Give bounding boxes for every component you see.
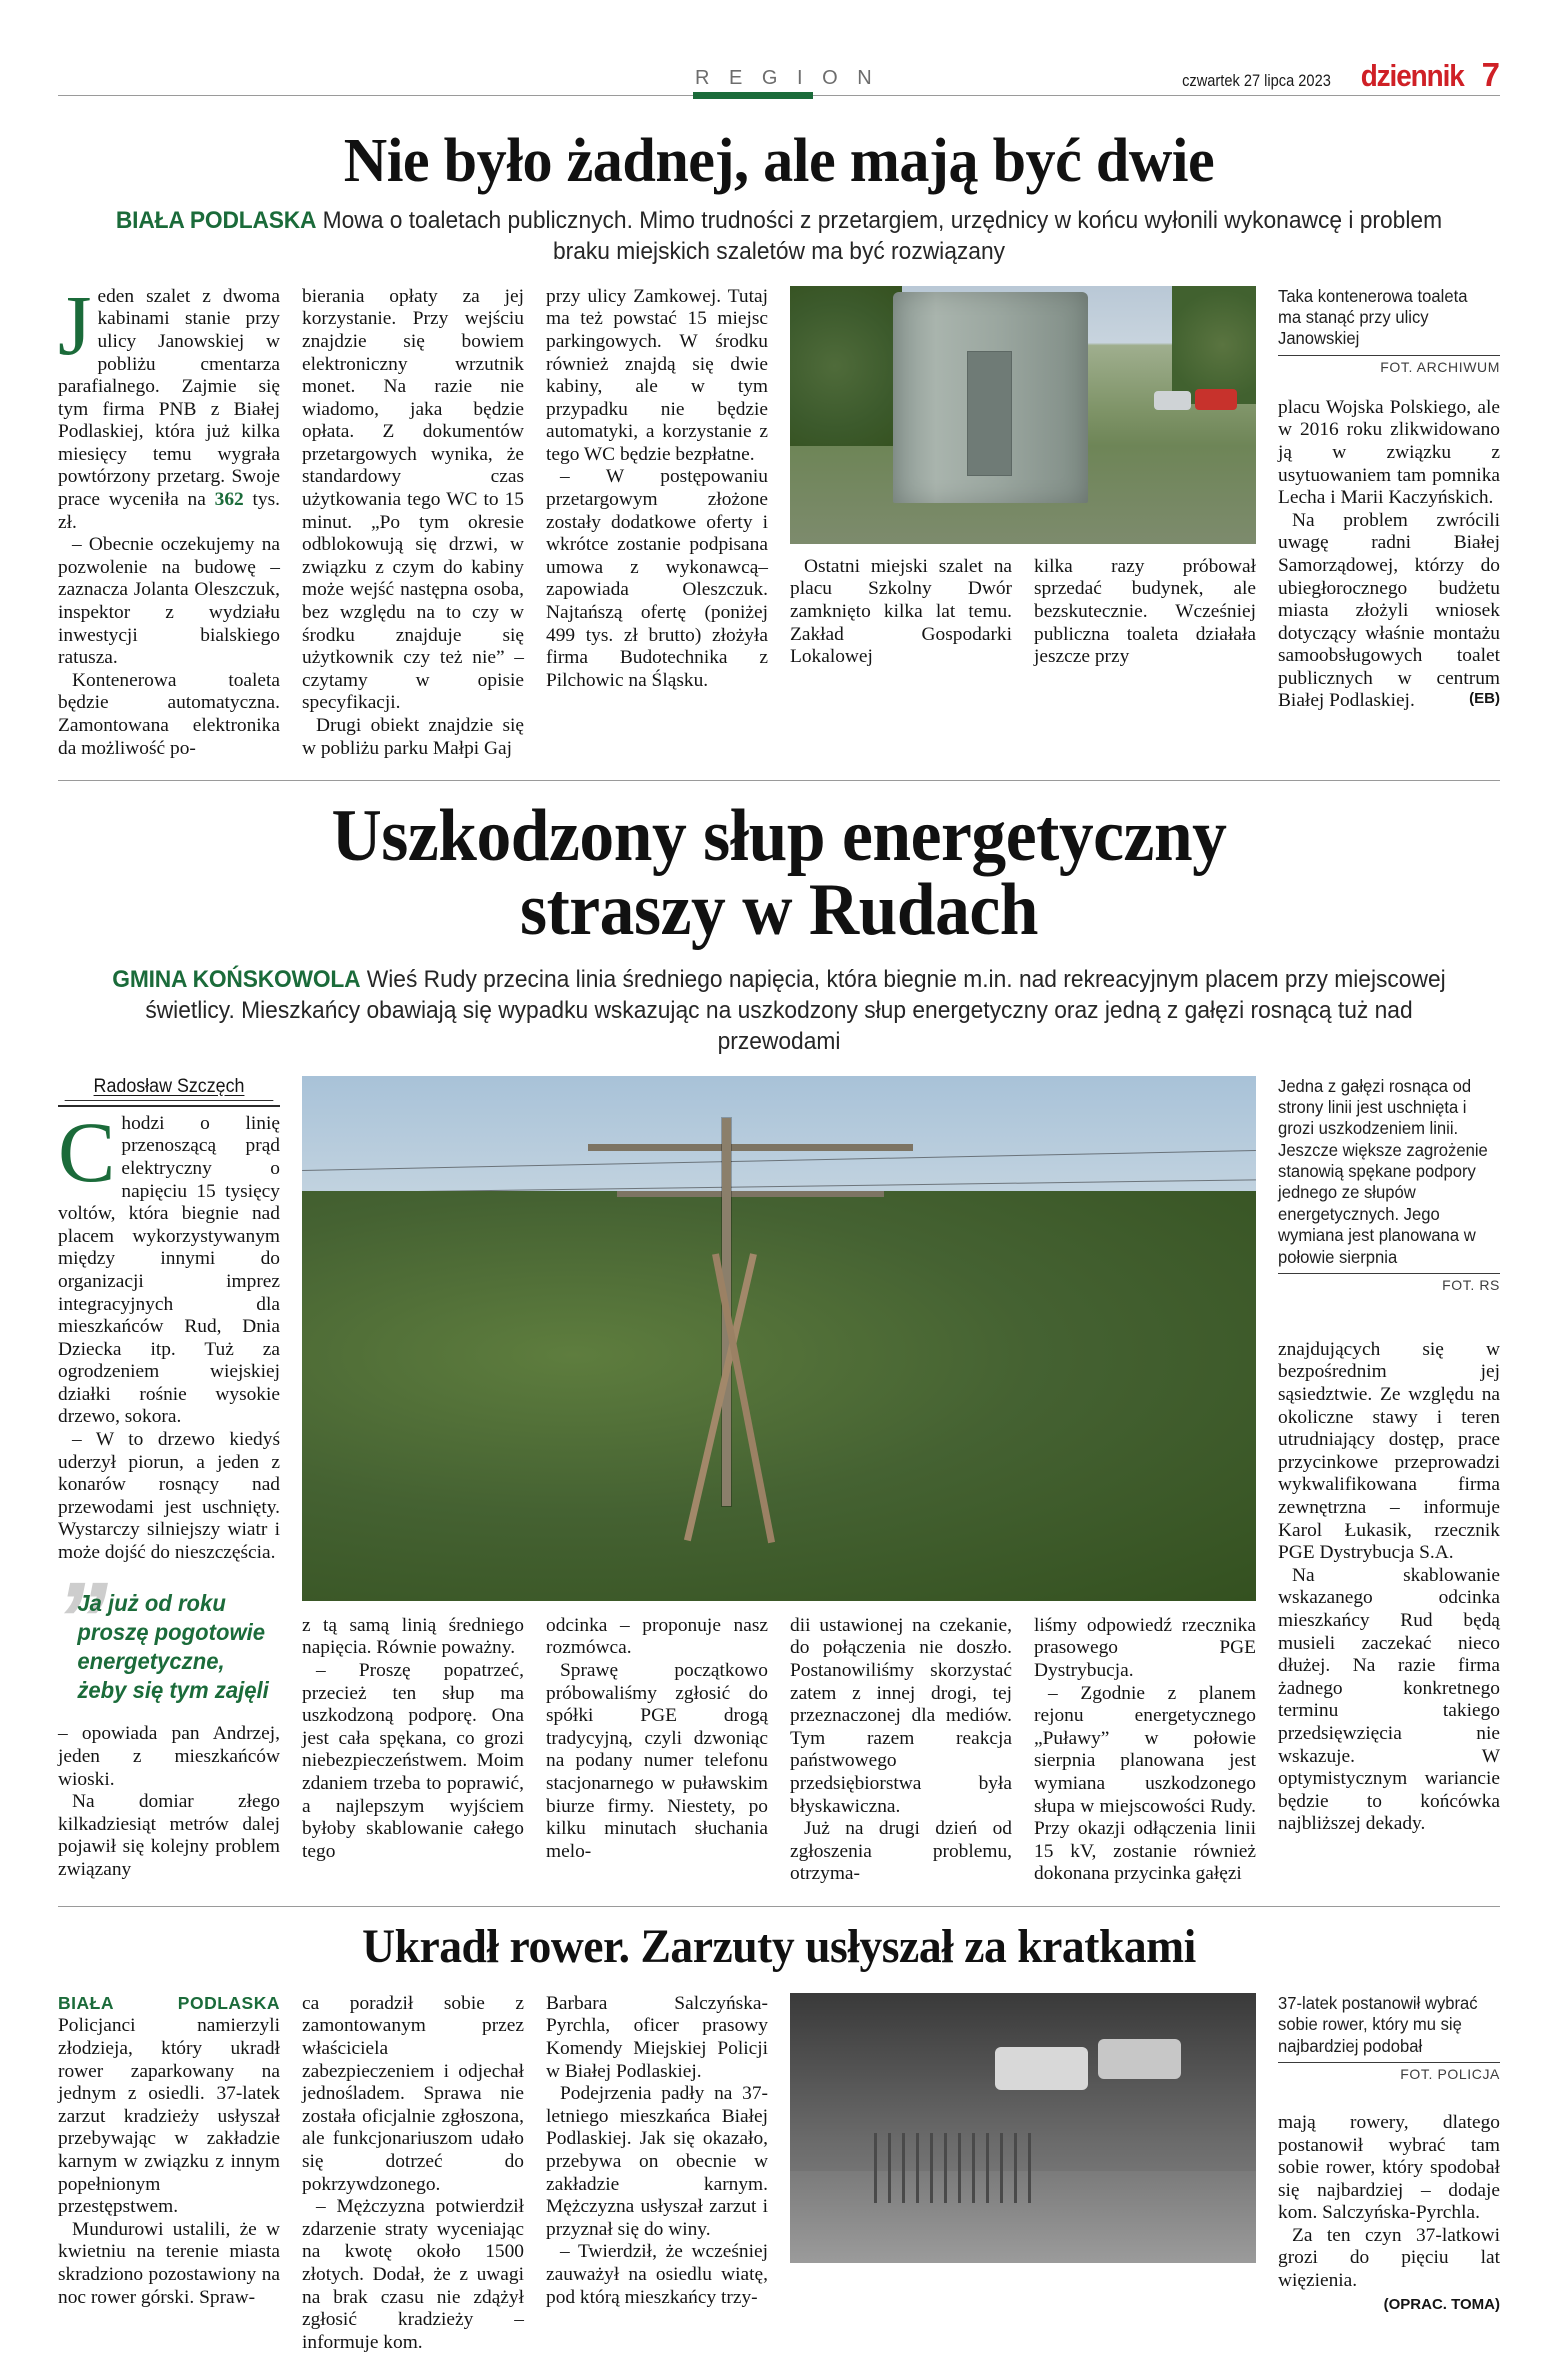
article1-photocap-right [1034, 556, 1256, 669]
photo-bike-rack [874, 2133, 1032, 2203]
article3-col1-p1 [58, 1993, 280, 2219]
article2-grid [54, 1075, 1500, 1886]
article1-col1-p1 [58, 276, 280, 535]
photo-parked-car-1 [995, 2047, 1088, 2090]
issue-date: czwartek 27 lipca 2023 [1182, 71, 1332, 90]
article2-col6-p2: Na skablowanie wskazanego odcinka mieszkańcy Rud będą musieli zaczekać nieco dłużej. Na razie firma żadnego konkretnego terminu takiego przedsięwzięcia nie wskazuje. W optymistycznym wariancie będzie to końcówka najbliższej dekady. [1278, 1564, 1500, 1835]
article2-lead [108, 965, 1449, 1058]
article1-lead [108, 206, 1449, 268]
article2-under-photo-columns [302, 1615, 1256, 1886]
article1-col3-p1: przy ulicy Zamkowej. Tutaj ma też powstać 15 miejsc parkingowych. W środku również znajdą się dwie kabiny, ale w tym przypadku nie będzie automatyki, a korzystanie z tego WC będzie bezpłatne. [546, 285, 768, 465]
article2-col2-p1: z tą samą linią średniego napięcia. Równie poważny. [302, 1614, 524, 1659]
article2-photo-block [302, 1076, 1256, 1886]
article1-col2-p1: bierania opłaty za jej korzystanie. Przy wejściu znajdzie się bowiem elektroniczny wrzutnik monet. Na razie nie wiadomo, jaka będzie opłata. Z dokumentów przetargowych wynika, że standardowy czas użytkowania tego WC to 15 minut. „Po tym okresie odblokowują się drzwi, w związku z czym do kabiny może wejść następna osoba, bez względu na to czy w środku znajduje się użytkownik czy też nie” – czytamy w opisie specyfikacji. [302, 285, 524, 714]
article1-col6-body [1278, 397, 1500, 713]
article2-col5-body [1034, 1615, 1256, 1886]
article2-col6-p1: znajdujących się w bezpośrednim jej sąsiedztwie. Ze względu na okoliczne stawy i teren utrudniający dostęp, prace przycinkowe przeprowadzi wykwalifikowana firma zewnętrzna – informuje Karol Łukasik, rzecznik PGE Dystrybucja S.A. [1278, 1338, 1500, 1564]
article1-col6-p1: placu Wojska Polskiego, ale w 2016 roku zlikwidowano ją w związku z usytuowaniem tam pomnika Lecha i Marii Kaczyńskich. [1278, 396, 1500, 509]
article3-column-2 [302, 1993, 524, 2354]
article1-lead-kicker: BIAŁA PODLASKA [115, 207, 317, 234]
article3-photo-cctv [790, 1993, 1256, 2263]
article2-col3-body [546, 1615, 768, 1886]
article3-col1-p2: Mundurowi ustalili, że w kwietniu na terenie miasta skradziono pozostawiony na noc rower górski. Spraw- [58, 2218, 280, 2308]
photo-crossarm-lower [617, 1191, 884, 1197]
article1-col1-p1-tail: tys. zł. [58, 489, 280, 533]
article2-col1-p1 [58, 1103, 280, 1429]
article2-col1-p3: – opowiada pan Andrzej, jeden z mieszkańców wioski. [58, 1723, 280, 1790]
article3-col2-p2: – Mężczyzna potwierdził zdarzenie straty wyceniając na kwotę około 1500 złotych. Dodał, że z uwagi na brak czasu nie zdążył zgłosić kradzieży – informuje kom. [302, 2196, 524, 2353]
article1-col2-body [302, 286, 524, 760]
article1-grid [58, 276, 1500, 760]
article2-bottom-divider [58, 1906, 1500, 1907]
photo-tree-canopy [302, 1191, 1256, 1601]
article3-column-3 [546, 1993, 768, 2354]
article2-lead-kicker: GMINA KOŃSKOWOLA [112, 966, 361, 994]
article1-col6-p2 [1278, 510, 1500, 713]
article3-col3-body [546, 1993, 768, 2309]
article1-col1-p3: Kontenerowa toaleta będzie automatyczna. Zamontowana elektronika da możliwość po- [58, 669, 280, 759]
article2-col3-p1: odcinka – proponuje nasz rozmówca. [546, 1614, 768, 1659]
article1-col1-p2: – Obecnie oczekujemy na pozwolenie na budowę – zaznacza Jolanta Oleszczuk, inspektor z wydziału inwestycji bialskiego ratusza. [58, 534, 280, 669]
article2-byline: Radosław Szczęch [65, 1076, 274, 1101]
page-number: 7 [1481, 56, 1500, 93]
article2-col1-p4: Na domiar złego kilkadziesiąt metrów dalej pojawił się kolejny problem związany [58, 1791, 280, 1881]
article3-col2-p1: ca poradził sobie z zamontowanym przez właściciela zabezpieczeniem i odjechał jednośladem. Sprawa nie została oficjalnie zgłoszona, ale funkcjonariuszom udało się dotrzeć do pokrzywdzonego. [302, 1992, 524, 2195]
article3-headline: Ukradł rower. Zarzuty usłyszał za kratkami [362, 1919, 1196, 1973]
article3-col3-p2: Podejrzenia padły na 37-letniego mieszkańca Białej Podlaskiej. Jak się okazało, przebywa on obecnie w zakładzie karnym. Mężczyzna usłyszał zarzut i przyznał się do winy. [546, 2083, 768, 2240]
article3-signature: (OPRAC. TOMA) [1383, 2295, 1500, 2313]
article2-lead-text: Wieś Rudy przecina linia średniego napięcia, która biegnie m.in. nad rekreacyjnym placem przy miejscowej świetlicy. Mieszkańcy obawiają się wypadku wskazując na uszkodzony słup energetyczny oraz jedną z gałęzi rosnącą tuż nad przewodami [145, 966, 1446, 1055]
article3-col2-body [302, 1993, 524, 2354]
article2-side-credit: FOT. RS [1442, 1276, 1500, 1293]
article2-pullquote [54, 1558, 280, 1716]
article1-col1-p1-text: eden szalet z dwoma kabinami stanie przy ulicy Janowskiej w pobliżu cmentarza parafialnego. Zajmie się tym firma PNB z Białej Podlaskiej, która już kilka miesięcy temu wygrała powtórzony przetarg. Swoje prace wyceniła na [58, 285, 280, 511]
article2-side-credit-rule [1278, 1273, 1500, 1293]
article1-side-credit: FOT. ARCHIWUM [1380, 358, 1500, 375]
article3-photo-block [790, 1993, 1256, 2354]
article2-col2-p2: – Proszę popatrzeć, przecież ten słup ma uszkodzoną podporę. Ona jest cała spękana, co grozi niebezpieczeństwem. Moim zdaniem trzeba to poprawić, a najlepszym wyjściem byłoby skablowanie całego tego [302, 1659, 524, 1862]
article3-col1-kicker: BIAŁA PODLASKA [58, 1992, 280, 2013]
photo-car-white [1154, 391, 1191, 409]
photo-parked-car-2 [1098, 2039, 1182, 2080]
article3-col6-p1: mają rowery, dlatego postanowił wybrać tam sobie rower, który spodobał się najbardziej – dodaje kom. Salczyńska-Pyrchla. [1278, 2111, 1500, 2224]
article1-side-caption: Taka kontenerowa toaleta ma stanąć przy ulicy Janowskiej [1278, 285, 1468, 349]
article2-column-6 [1278, 1076, 1500, 1886]
article2-headline-line1: Uszkodzony słup energetyczny [331, 795, 1227, 878]
article2-pullquote-text: Ja już od roku proszę pogotowie energetyczne, żeby się tym zajęli [77, 1589, 269, 1704]
article2-col4-p2: Już na drugi dzień od zgłoszenia problemu, otrzyma- [790, 1818, 1012, 1885]
photo-foliage-left [790, 286, 902, 446]
article3-col6-p2: Za ten czyn 37-latkowi grozi do pięciu lat więzienia. [1278, 2224, 1500, 2292]
article1-photo-caption-columns [790, 556, 1256, 669]
article3-col1-p1-text: Policjanci namierzyli złodzieja, który ukradł rower zaparkowany na jednym z osiedli. 37-latek zarzut kradzieży usłyszał przebywając w zakładzie karnym w związku z innym popełnionym przestępstwem. [58, 2015, 280, 2218]
article3-column-1 [58, 1993, 280, 2354]
article1-headline: Nie było żadnej, ale mają być dwie [343, 127, 1215, 195]
article1-col1-body [58, 276, 280, 760]
dropcap-letter: C [58, 1103, 116, 1200]
article1-lead-text: Mowa o toaletach publicznych. Mimo trudności z przetargiem, urzędnicy w końcu wyłonili wykonawcę i problem braku miejskich szaletów ma być rozwiązany [316, 207, 1443, 265]
article3-side-caption: 37-latek postanowił wybrać sobie rower, który mu się najbardziej podobał [1278, 1992, 1478, 2056]
article2-col1-body [58, 1103, 280, 1565]
article1-col3-p2: – W postępowaniu przetargowym złożone zostały dodatkowe oferty i wkrótce zostanie podpisana umowa z wykonawcą– zapowiada Oleszczuk. Najtańszą ofertę (poniżej 499 tys. zł brutto) złożyła firma Budotechnika z Pilchowic na Śląsku. [546, 466, 768, 691]
article1-photocap-right-text: kilka razy próbował sprzedać budynek, ale bezskutecznie. Wcześniej publiczna toaleta działała jeszcze przy [1034, 555, 1256, 668]
article3-column-6 [1278, 1993, 1500, 2354]
photo-car-red [1195, 389, 1237, 410]
article1-photocap-left [790, 556, 1012, 669]
photo-toilet-building [893, 292, 1089, 504]
article2-column-1 [54, 1075, 280, 1886]
article3-signature-wrap [1278, 2293, 1500, 2316]
article3-side-credit-rule [1278, 2062, 1500, 2082]
article2-photo-powerline [302, 1076, 1256, 1601]
article2-col3-p2: Sprawę początkowo próbowaliśmy zgłosić do spółki PGE drogą tradycyjną, czyli dzwoniąc na podany numer telefonu stacjonarnego w puławskim biurze firmy. Niestety, po kilku minutach słuchania melo- [546, 1659, 768, 1862]
dropcap-letter: J [58, 276, 92, 373]
article3-col1-body [58, 1993, 280, 2309]
photo-foliage-right [1172, 286, 1256, 405]
article1-column-6 [1278, 286, 1500, 760]
masthead [58, 56, 1500, 108]
article3-grid [58, 1993, 1500, 2354]
article1-column-1 [58, 276, 280, 760]
article2-col1-p1-text: hodzi o linię przenoszącą prąd elektryczny o napięciu 15 tysięcy voltów, która biegnie nad placem wykorzystywanym między innymi do organizacji imprez integracyjnych dla mieszkańców Rud, Dnia Dziecka itp. Tuż za ogrodzeniem wiejskiej działki rośnie wysokie drzewo, sokora. [58, 1112, 280, 1428]
article2-col1-p2: – W to drzewo kiedyś uderzył piorun, a jeden z konarów rosnący nad przewodami jest uschnięty. Wystarczy silniejszy wiatr i może dojść do nieszczęścia. [58, 1429, 280, 1564]
article1-highlight-number: 362 [214, 489, 244, 511]
article1-column-3 [546, 286, 768, 760]
article1-signature: (EB) [1469, 690, 1500, 708]
article1-photocap-left-text: Ostatni miejski szalet na placu Szkolny Dwór zamknięto kilka lat temu. Zakład Gospodarki Lokalowej [790, 555, 1012, 668]
article2-side-caption: Jedna z gałęzi rosnąca od strony linii jest uschnięta i grozi uszkodzeniem linii. Jeszcze większe zagrożenie stanowią spękane podpory jednego ze słupów energetycznych. Jego wymiana jest planowana w połowie sierpnia [1278, 1075, 1488, 1267]
article2-col1-body-2 [58, 1723, 280, 1881]
article2-col2-body [302, 1615, 524, 1886]
brand-logo: dziennik [1360, 58, 1464, 93]
section-label: R E G I O N [695, 67, 879, 89]
article2-headline-line2: straszy w Rudach [519, 869, 1039, 952]
article1-col3-body [546, 286, 768, 693]
article1-photo-block [790, 286, 1256, 760]
masthead-right-group [1170, 56, 1500, 94]
article3-col6-body [1278, 2112, 1500, 2315]
article3-col3-p1: Barbara Salczyńska-Pyrchla, oficer prasowy Komendy Miejskiej Policji w Białej Podlaskiej. [546, 1992, 768, 2082]
section-accent-bar [693, 92, 813, 99]
article1-column-2 [302, 286, 524, 760]
newspaper-page [0, 56, 1558, 2353]
article1-bottom-divider [58, 780, 1500, 781]
photo-crossarm-upper [588, 1144, 912, 1151]
article3-side-credit: FOT. POLICJA [1400, 2065, 1500, 2082]
article1-photo-toilet [790, 286, 1256, 544]
article2-col5-p1: liśmy odpowiedź rzecznika prasowego PGE Dystrybucja. [1034, 1614, 1256, 1681]
article2-col5-p2: – Zgodnie z planem rejonu energetycznego „Puławy” w połowie sierpnia planowana jest wymiana uszkodzonego słupa w miejscowości Rudy. Przy okazji odłączenia linii 15 kV, zostanie również dokonana przycinka gałęzi [1034, 1682, 1256, 1885]
article2-col6-body [1278, 1339, 1500, 1836]
article3-col3-p3: – Twierdził, że wcześniej zauważył na osiedlu wiatę, pod którą mieszkańcy trzy- [546, 2241, 768, 2308]
article1-side-credit-rule [1278, 355, 1500, 375]
article2-col4-body [790, 1615, 1012, 1886]
article1-col2-p2: Drugi obiekt znajdzie się w pobliżu parku Małpi Gaj [302, 715, 524, 759]
article1-col6-p2-text: Na problem zwrócili uwagę radni Białej Samorządowej, którzy do ubiegłorocznego budżetu miasta złożyli wniosek dotyczący właśnie montażu samoobsługowych toalet publicznych w centrum Białej Podlaskiej. [1278, 509, 1500, 712]
quote-mark-icon: ” [54, 1558, 102, 1680]
article2-col4-p1: dii ustawionej na czekanie, do połączenia nie doszło. Postanowiliśmy skorzystać zatem z innej drogi, tej przeznaczonej dla mediów. Tym razem reakcja państwowego przedsiębiorstwa była błyskawiczna. [790, 1614, 1012, 1817]
